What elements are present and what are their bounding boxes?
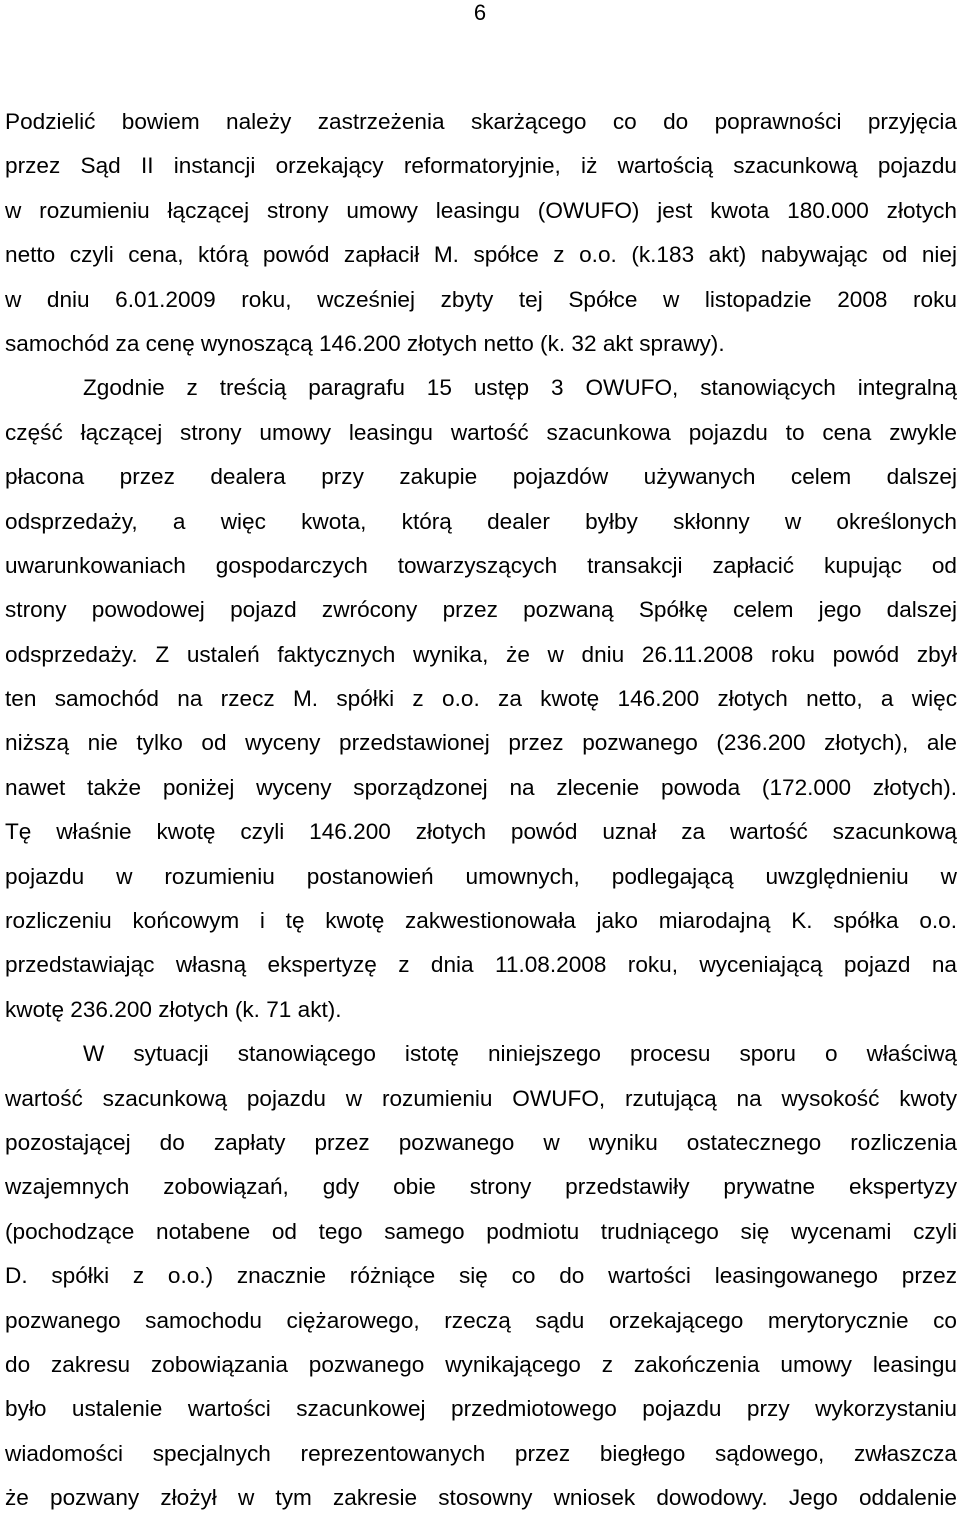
text-line: uwarunkowaniach gospodarczych towarzyszących transakcji zapłacić kupując od [5, 552, 957, 578]
text-line: płacona przez dealera przy zakupie pojazdów używanych celem dalszej [5, 464, 957, 490]
text-line: netto czyli cena, którą powód zapłacił M. spółce z o.o. (k.183 akt) nabywając od niej [5, 242, 957, 268]
text-line: było ustalenie wartości szacunkowej przedmiotowego pojazdu przy wykorzystaniu [5, 1396, 957, 1422]
text-line: przez Sąd II instancji orzekający reformatoryjnie, iż wartością szacunkową pojazdu [5, 153, 957, 179]
text-line: ten samochód na rzecz M. spółki z o.o. za kwotę 146.200 złotych netto, a więc [5, 686, 957, 712]
text-line: D. spółki z o.o.) znacznie różniące się co do wartości leasingowanego przez [5, 1263, 957, 1289]
text-line: strony powodowej pojazd zwrócony przez pozwaną Spółkę celem jego dalszej [5, 597, 957, 623]
text-line: pozwanego samochodu ciężarowego, rzeczą sądu orzekającego merytorycznie co [5, 1307, 957, 1333]
text-line: Tę właśnie kwotę czyli 146.200 złotych powód uznał za wartość szacunkową [5, 819, 957, 845]
text-line: rozliczeniu końcowym i tę kwotę zakwestionowała jako miarodajną K. spółka o.o. [5, 908, 957, 934]
text-line: przedstawiając własną ekspertyzę z dnia 11.08.2008 roku, wyceniającą pojazd na [5, 952, 957, 978]
text-line: odsprzedaży, a więc kwota, którą dealer byłby skłonny w określonych [5, 508, 957, 534]
text-line: wiadomości specjalnych reprezentowanych przez biegłego sądowego, zwłaszcza [5, 1440, 957, 1466]
text-line: niższą nie tylko od wyceny przedstawionej przez pozwanego (236.200 złotych), ale [5, 730, 957, 756]
text-line: w rozumieniu łączącej strony umowy leasingu (OWUFO) jest kwota 180.000 złotych [5, 197, 957, 223]
text-line: część łączącej strony umowy leasingu wartość szacunkowa pojazdu to cena zwykle [5, 419, 957, 445]
text-line: do zakresu zobowiązania pozwanego wynikającego z zakończenia umowy leasingu [5, 1351, 957, 1377]
text-line: że pozwany złożył w tym zakresie stosowny wniosek dowodowy. Jego oddalenie [5, 1485, 957, 1511]
text-line: W sytuacji stanowiącego istotę niniejszego procesu sporu o właściwą [83, 1041, 957, 1067]
text-line: wzajemnych zobowiązań, gdy obie strony przedstawiły prywatne ekspertyzy [5, 1174, 957, 1200]
text-line: (pochodzące notabene od tego samego podmiotu trudniącego się wycenami czyli [5, 1218, 957, 1244]
page-number: 6 [473, 0, 487, 25]
text-line: odsprzedaży. Z ustaleń faktycznych wynika, że w dniu 26.11.2008 roku powód zbył [5, 641, 957, 667]
text-line: pojazdu w rozumieniu postanowień umownych, podlegającą uwzględnieniu w [5, 863, 957, 889]
text-line: w dniu 6.01.2009 roku, wcześniej zbyty tej Spółce w listopadzie 2008 roku [5, 286, 957, 312]
text-line: pozostającej do zapłaty przez pozwanego w wyniku ostatecznego rozliczenia [5, 1129, 957, 1155]
text-line: samochód za cenę wynoszącą 146.200 złotych netto (k. 32 akt sprawy). [5, 330, 725, 356]
text-line: wartość szacunkową pojazdu w rozumieniu OWUFO, rzutującą na wysokość kwoty [5, 1085, 957, 1111]
text-line: Podzielić bowiem należy zastrzeżenia skarżącego co do poprawności przyjęcia [5, 109, 957, 134]
body-text [5, 100, 957, 1521]
text-line: nawet także poniżej wyceny sporządzonej na zlecenie powoda (172.000 złotych). [5, 774, 957, 800]
text-line: kwotę 236.200 złotych (k. 71 akt). [5, 996, 342, 1022]
text-line: Zgodnie z treścią paragrafu 15 ustęp 3 OWUFO, stanowiących integralną [83, 375, 957, 401]
